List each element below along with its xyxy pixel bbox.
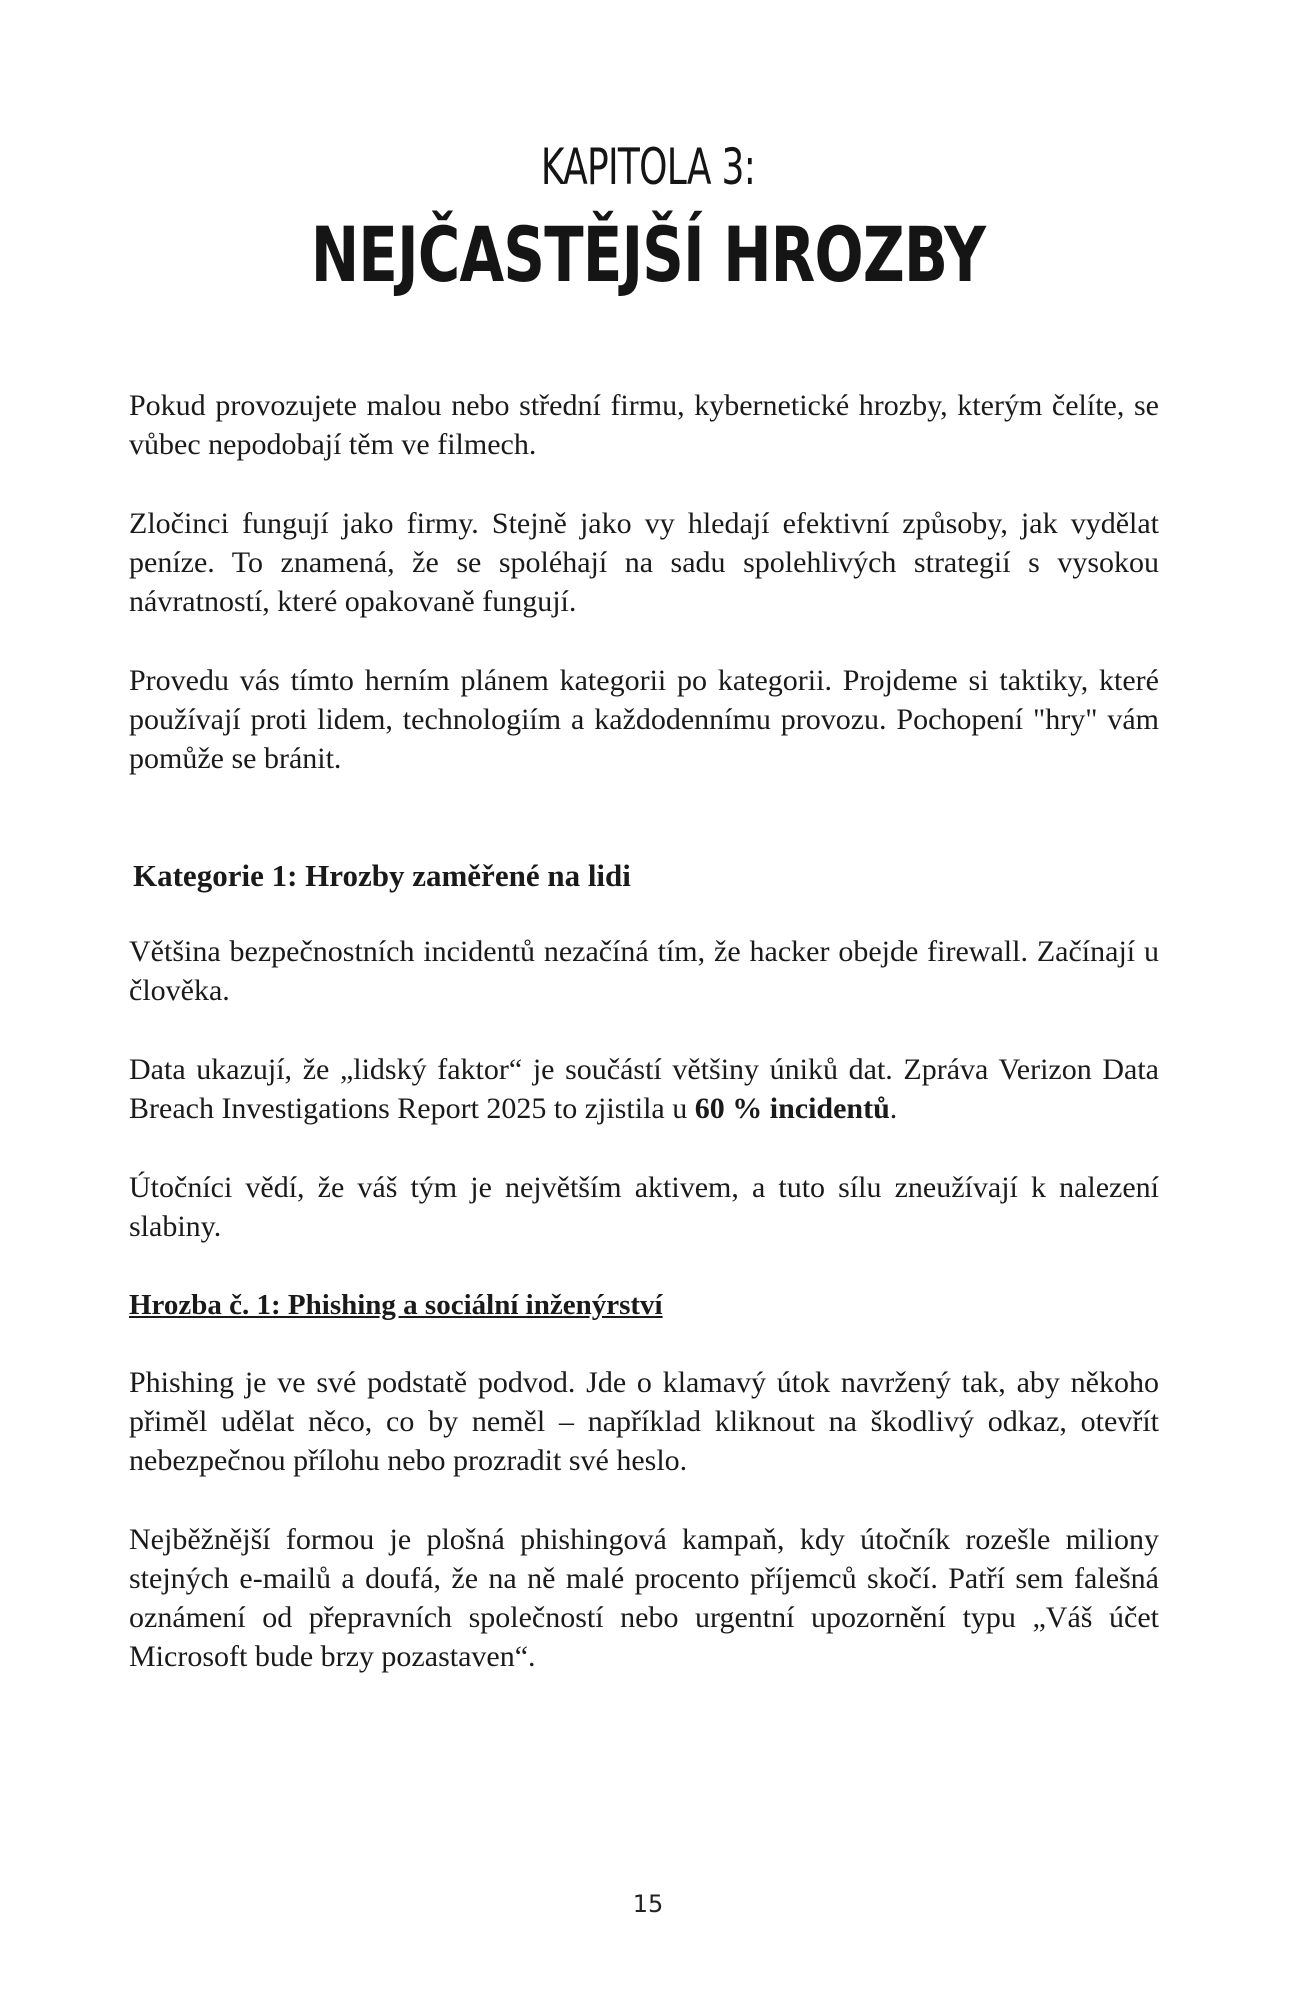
threat-heading: Hrozba č. 1: Phishing a sociální inženýrství: [129, 1289, 663, 1321]
statistic-highlight: 60 % incidentů: [694, 1092, 890, 1125]
category-paragraph-2-end: .: [889, 1092, 898, 1125]
category-paragraph-3: Útočníci vědí, že váš tým je největším aktivem, a tuto sílu zneužívají k nalezení slabiny.: [129, 1171, 1159, 1243]
intro-paragraph-1: Pokud provozujete malou nebo střední firmu, kybernetické hrozby, kterým čelíte, se vůbec nepodobají těm ve filmech.: [129, 389, 1159, 461]
category-paragraph-2-text: Data ukazují, že „lidský faktor“ je součástí většiny úniků dat. Zpráva Verizon Data Breach Investigations Report 2025 to zjistila u: [129, 1053, 1159, 1125]
body-text: [129, 386, 1159, 1676]
category-paragraph-2: [129, 1050, 1159, 1128]
category-paragraph-1: Většina bezpečnostních incidentů nezačíná tím, že hacker obejde firewall. Začínají u člověka.: [129, 935, 1159, 1007]
chapter-title: NEJČASTĚJŠÍ HROZBY: [310, 210, 986, 299]
intro-paragraph-2: Zločinci fungují jako firmy. Stejně jako vy hledají efektivní způsoby, jak vydělat peníze. To znamená, že se spoléhají na sadu spolehlivých strategií s vysokou návratností, které opakovaně fungují.: [129, 507, 1159, 618]
intro-paragraph-3: Provedu vás tímto herním plánem kategorii po kategorii. Projdeme si taktiky, které používají proti lidem, technologiím a každodennímu provozu. Pochopení "hry" vám pomůže se bránit.: [129, 664, 1159, 775]
chapter-label: KAPITOLA 3:: [540, 138, 756, 196]
threat-paragraph-2: Nejběžnější formou je plošná phishingová kampaň, kdy útočník rozešle miliony stejných e-mailů a doufá, že na ně malé procento příjemců skočí. Patří sem falešná oznámení od přepravních společností nebo urgentní upozornění typu „Váš účet Microsoft bude brzy pozastaven“.: [129, 1523, 1159, 1673]
page-number: 15: [632, 1890, 664, 1918]
threat-paragraph-1: Phishing je ve své podstatě podvod. Jde o klamavý útok navržený tak, aby někoho přiměl udělat něco, co by neměl – například kliknout na škodlivý odkaz, otevřít nebezpečnou přílohu nebo prozradit své heslo.: [129, 1366, 1159, 1477]
category-heading: Kategorie 1: Hrozby zaměřené na lidi: [133, 858, 631, 893]
